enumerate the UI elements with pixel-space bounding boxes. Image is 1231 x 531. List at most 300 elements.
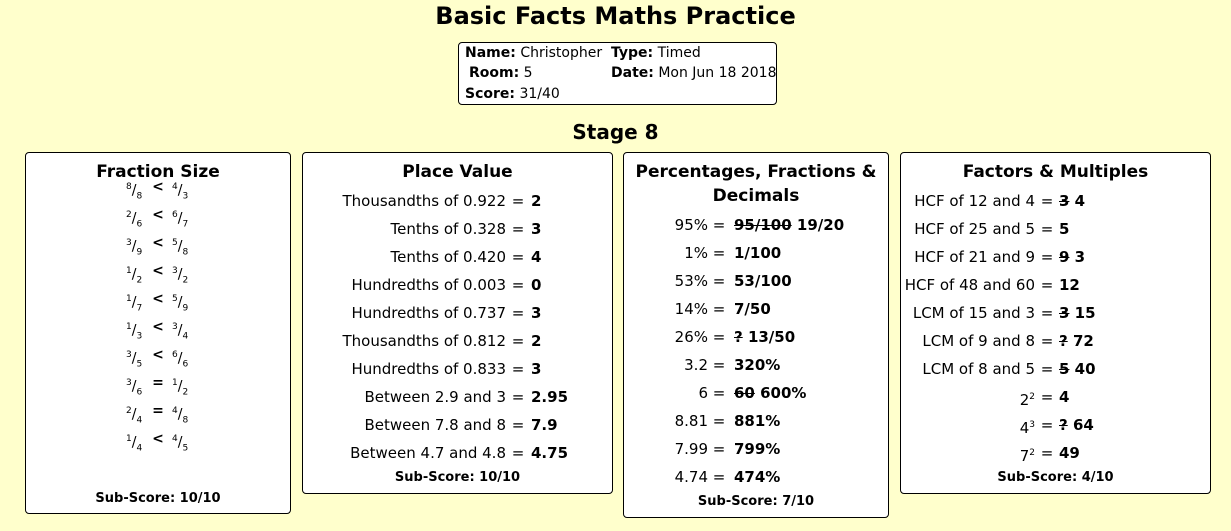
question	[675, 295, 708, 323]
answer	[531, 439, 568, 467]
answer	[1059, 355, 1096, 383]
question-text: Tenths of 0.328	[390, 220, 506, 238]
question-text: HCF of 48 and 60	[904, 276, 1035, 294]
question-row	[901, 299, 1212, 327]
denominator: 4	[136, 443, 143, 454]
wrong-answer: 95/100	[734, 216, 792, 234]
question-text: Between 7.8 and 8	[364, 416, 506, 434]
equals-sign: =	[1040, 416, 1054, 434]
comparison-symbol: <	[152, 347, 164, 363]
room-number: 5	[523, 65, 533, 81]
question-text: Between 2.9 and 3	[364, 388, 506, 406]
denominator: 7	[182, 219, 189, 230]
question	[905, 271, 1035, 299]
question-text: 8.81	[674, 412, 708, 430]
fraction-row	[26, 369, 292, 397]
correct-answer: 53/100	[734, 272, 792, 290]
denominator: 9	[182, 303, 189, 314]
answer	[734, 435, 780, 463]
fraction-row	[26, 341, 292, 369]
panel-title	[624, 160, 888, 208]
question-row	[303, 355, 614, 383]
question-row	[624, 435, 890, 463]
question-row	[624, 379, 890, 407]
answer	[734, 351, 780, 379]
denominator: 5	[182, 443, 189, 454]
answer	[531, 271, 541, 299]
comparison-symbol: <	[152, 291, 164, 307]
numerator: 1	[126, 322, 132, 332]
score-label: Score:	[465, 86, 515, 102]
answer	[1059, 411, 1094, 439]
equals-sign: =	[1040, 332, 1054, 350]
correct-answer: 474%	[734, 468, 781, 486]
answer	[531, 327, 541, 355]
question	[675, 211, 708, 239]
name-label: Name:	[465, 45, 516, 61]
fraction-slash: /	[177, 294, 183, 311]
question-text: 1%	[684, 244, 708, 262]
equals-sign: =	[1040, 276, 1054, 294]
numerator: 1	[172, 378, 178, 388]
question	[350, 439, 506, 467]
question	[342, 327, 506, 355]
fraction-row	[26, 285, 292, 313]
correct-answer: 40	[1074, 360, 1096, 378]
comparison-symbol: <	[152, 431, 164, 447]
name-row	[465, 45, 602, 61]
panel-title-line: Decimals	[712, 186, 800, 206]
fraction-slash: /	[177, 406, 183, 423]
question-row	[303, 187, 614, 215]
equals-sign: =	[1040, 388, 1054, 406]
wrong-answer: 5	[1059, 360, 1070, 378]
numerator: 1	[126, 294, 132, 304]
question-row	[901, 327, 1212, 355]
denominator: 6	[136, 387, 143, 398]
denominator: 6	[182, 359, 189, 370]
comparison-symbol: <	[152, 179, 164, 195]
question	[351, 299, 506, 327]
question-text: 4.74	[674, 468, 708, 486]
question-text: Thousandths of 0.922	[342, 192, 506, 210]
denominator: 2	[136, 275, 143, 286]
question-row	[303, 383, 614, 411]
fraction-row	[26, 425, 292, 453]
numerator: 3	[126, 238, 132, 248]
fraction-slash: /	[177, 434, 183, 451]
equals-sign: =	[712, 356, 726, 374]
answer	[734, 267, 792, 295]
question-text: 3.2	[684, 356, 708, 374]
question-row	[624, 323, 890, 351]
answer	[734, 211, 844, 239]
fraction-slash: /	[177, 182, 183, 199]
fraction-slash: /	[131, 434, 137, 451]
answer	[531, 299, 541, 327]
correct-answer: 4	[531, 248, 542, 266]
question-row	[901, 411, 1212, 439]
equals-sign: =	[1040, 444, 1054, 462]
fraction-slash: /	[177, 322, 183, 339]
question-text: HCF of 25 and 5	[914, 220, 1035, 238]
fraction-slash: /	[131, 378, 137, 395]
question-text: Hundredths of 0.003	[351, 276, 506, 294]
equals-sign: =	[511, 360, 525, 378]
question-row	[624, 267, 890, 295]
fraction-slash: /	[131, 294, 137, 311]
question	[675, 435, 708, 463]
denominator: 2	[182, 387, 189, 398]
equals-sign: =	[1040, 304, 1054, 322]
fraction-slash: /	[131, 322, 137, 339]
total-score: 31/40	[519, 86, 560, 102]
question-row	[624, 295, 890, 323]
correct-answer: 12	[1059, 276, 1080, 294]
question-text: HCF of 21 and 9	[914, 248, 1035, 266]
question-row	[901, 243, 1212, 271]
equals-sign: =	[712, 384, 726, 402]
denominator: 3	[136, 331, 143, 342]
date-label: Date:	[611, 65, 654, 81]
question-row	[303, 439, 614, 467]
question-text: Between 4.7 and 4.8	[350, 444, 506, 462]
fraction-slash: /	[177, 266, 183, 283]
question-text: 2	[1019, 391, 1030, 409]
question	[1020, 383, 1035, 414]
student-name: Christopher	[520, 45, 603, 61]
question	[342, 187, 506, 215]
question-row	[303, 411, 614, 439]
answer	[531, 383, 568, 411]
answer	[1059, 243, 1085, 271]
equals-sign: =	[1040, 248, 1054, 266]
right-fraction	[172, 425, 188, 462]
question	[922, 327, 1035, 355]
question	[922, 355, 1035, 383]
question	[391, 243, 507, 271]
comparison-symbol: <	[152, 207, 164, 223]
numerator: 4	[172, 434, 178, 444]
wrong-answer: ?	[1059, 332, 1068, 350]
numerator: 4	[172, 182, 178, 192]
denominator: 4	[182, 331, 189, 342]
question-text: 7	[1019, 447, 1030, 465]
numerator: 3	[126, 350, 132, 360]
wrong-answer: 3	[1059, 192, 1070, 210]
answer	[531, 187, 541, 215]
page-title: Basic Facts Maths Practice	[435, 2, 796, 30]
sub-score: Sub-Score: 10/10	[95, 491, 221, 506]
equals-sign: =	[511, 444, 525, 462]
question-row	[624, 351, 890, 379]
correct-answer: 3	[531, 220, 542, 238]
answer	[531, 215, 541, 243]
equals-sign: =	[712, 216, 726, 234]
comparison-symbol: =	[152, 403, 164, 419]
comparison-symbol: <	[152, 263, 164, 279]
equals-sign: =	[511, 192, 525, 210]
fraction-slash: /	[131, 266, 137, 283]
question-row	[624, 407, 890, 435]
answer	[734, 379, 806, 407]
answer	[1059, 383, 1069, 411]
comparison-symbol: =	[152, 375, 164, 391]
fraction-row	[26, 397, 292, 425]
fraction-row	[26, 229, 292, 257]
fraction-slash: /	[131, 406, 137, 423]
numerator: 3	[172, 266, 178, 276]
score-row	[465, 86, 560, 102]
question-text: 53%	[674, 272, 708, 290]
equals-sign: =	[712, 328, 726, 346]
question-row	[901, 271, 1212, 299]
equals-sign: =	[712, 272, 726, 290]
correct-answer: 7.9	[531, 416, 558, 434]
question	[914, 243, 1035, 271]
question-text: Tenths of 0.420	[390, 248, 506, 266]
question-text: Hundredths of 0.833	[351, 360, 506, 378]
question	[914, 187, 1035, 215]
comparison-symbol: <	[152, 319, 164, 335]
question	[684, 351, 708, 379]
question	[675, 407, 708, 435]
sub-score: Sub-Score: 7/10	[697, 494, 815, 509]
test-date: Mon Jun 18 2018	[658, 65, 777, 81]
numerator: 2	[126, 210, 132, 220]
percentages-panel	[623, 152, 889, 518]
equals-sign: =	[1040, 360, 1054, 378]
fraction-slash: /	[131, 238, 137, 255]
panel-title: Place Value	[402, 162, 513, 182]
question	[914, 215, 1035, 243]
question-row	[303, 215, 614, 243]
denominator: 3	[182, 191, 189, 202]
question-text: 14%	[674, 300, 708, 318]
question-text: Thousandths of 0.812	[342, 332, 506, 350]
wrong-answer: 3	[1059, 304, 1070, 322]
question-text: 7.99	[674, 440, 708, 458]
question-text: LCM of 15 and 3	[912, 304, 1035, 322]
sub-score: Sub-Score: 10/10	[394, 470, 521, 485]
denominator: 5	[136, 359, 143, 370]
correct-answer: 49	[1059, 444, 1080, 462]
answer	[734, 323, 795, 351]
denominator: 7	[136, 303, 143, 314]
correct-answer: 7/50	[734, 300, 771, 318]
answer	[734, 295, 771, 323]
factors-multiples-panel	[900, 152, 1211, 494]
correct-answer: 13/50	[747, 328, 796, 346]
correct-answer: 3	[1074, 248, 1086, 266]
equals-sign: =	[511, 304, 525, 322]
numerator: 3	[172, 322, 178, 332]
fraction-slash: /	[131, 182, 137, 199]
correct-answer: 320%	[734, 356, 781, 374]
fraction-row	[26, 313, 292, 341]
fraction-row	[26, 257, 292, 285]
question-row	[303, 243, 614, 271]
question	[675, 323, 708, 351]
panel-title: Fraction Size	[96, 162, 220, 182]
question-text: LCM of 8 and 5	[922, 360, 1035, 378]
equals-sign: =	[511, 388, 525, 406]
panel-title: Factors & Multiples	[962, 162, 1149, 182]
correct-answer: 4.75	[531, 444, 569, 462]
equals-sign: =	[712, 468, 726, 486]
question	[675, 267, 708, 295]
denominator: 8	[182, 415, 189, 426]
correct-answer: 64	[1072, 416, 1094, 434]
fraction-slash: /	[131, 210, 137, 227]
answer	[734, 407, 780, 435]
fraction-slash: /	[177, 350, 183, 367]
left-fraction	[126, 425, 142, 462]
date-row	[611, 65, 777, 81]
equals-sign: =	[1040, 220, 1054, 238]
numerator: 5	[172, 238, 178, 248]
test-type: Timed	[657, 45, 701, 61]
exponent: 3	[1029, 420, 1035, 430]
room-row	[469, 65, 533, 81]
numerator: 4	[172, 406, 178, 416]
equals-sign: =	[511, 276, 525, 294]
equals-sign: =	[712, 412, 726, 430]
equals-sign: =	[1040, 192, 1054, 210]
question	[364, 383, 506, 411]
equals-sign: =	[511, 332, 525, 350]
wrong-answer: ?	[1059, 416, 1068, 434]
exponent: 2	[1029, 448, 1035, 458]
question	[913, 299, 1035, 327]
answer	[531, 243, 541, 271]
question	[351, 271, 506, 299]
fraction-slash: /	[177, 238, 183, 255]
correct-answer: 1/100	[734, 244, 782, 262]
correct-answer: 600%	[760, 384, 807, 402]
answer	[531, 411, 558, 439]
equals-sign: =	[712, 440, 726, 458]
correct-answer: 799%	[734, 440, 781, 458]
question-text: LCM of 9 and 8	[922, 332, 1035, 350]
equals-sign: =	[712, 300, 726, 318]
fraction-row	[26, 173, 292, 201]
question-text: 4	[1019, 419, 1030, 437]
correct-answer: 19/20	[796, 216, 845, 234]
denominator: 9	[136, 247, 143, 258]
correct-answer: 3	[531, 360, 542, 378]
answer	[1059, 327, 1094, 355]
denominator: 2	[182, 275, 189, 286]
question-row	[624, 463, 890, 491]
equals-sign: =	[511, 416, 525, 434]
question-row	[624, 211, 890, 239]
fraction-slash: /	[131, 350, 137, 367]
exponent: 2	[1029, 392, 1035, 402]
question	[684, 239, 708, 267]
panel-title-line: Percentages, Fractions &	[635, 162, 877, 182]
question-row	[303, 299, 614, 327]
question-row	[303, 327, 614, 355]
denominator: 6	[136, 219, 143, 230]
question-text: HCF of 12 and 4	[914, 192, 1035, 210]
numerator: 5	[172, 294, 178, 304]
question-text: 26%	[674, 328, 708, 346]
answer	[734, 463, 780, 491]
type-row	[611, 45, 701, 61]
numerator: 2	[126, 406, 132, 416]
numerator: 6	[172, 210, 178, 220]
wrong-answer: 9	[1059, 248, 1070, 266]
fraction-row	[26, 201, 292, 229]
question-row	[303, 271, 614, 299]
fraction-slash: /	[177, 378, 183, 395]
wrong-answer: 60	[734, 384, 755, 402]
denominator: 8	[136, 191, 143, 202]
answer	[1059, 299, 1096, 327]
question-text: 95%	[674, 216, 708, 234]
correct-answer: 0	[531, 276, 542, 294]
answer	[734, 239, 781, 267]
comparison-symbol: <	[152, 235, 164, 251]
correct-answer: 2	[531, 192, 542, 210]
question-row	[901, 355, 1212, 383]
type-label: Type:	[611, 45, 654, 61]
answer	[1059, 439, 1080, 467]
question-row	[624, 239, 890, 267]
answer	[1059, 215, 1069, 243]
correct-answer: 2	[531, 332, 542, 350]
stage-heading: Stage 8	[572, 120, 659, 144]
correct-answer: 72	[1072, 332, 1094, 350]
question-row	[901, 215, 1212, 243]
correct-answer: 3	[531, 304, 542, 322]
denominator: 8	[182, 247, 189, 258]
denominator: 4	[136, 415, 143, 426]
question-row	[901, 383, 1212, 411]
numerator: 1	[126, 266, 132, 276]
question-row	[901, 439, 1212, 467]
wrong-answer: ?	[734, 328, 743, 346]
fraction-size-panel	[25, 152, 291, 514]
numerator: 6	[172, 350, 178, 360]
place-value-panel	[302, 152, 613, 494]
question-text: Hundredths of 0.737	[351, 304, 506, 322]
correct-answer: 5	[1059, 220, 1070, 238]
correct-answer: 2.95	[531, 388, 569, 406]
question	[391, 215, 507, 243]
answer	[1059, 271, 1080, 299]
question-row	[901, 187, 1212, 215]
correct-answer: 4	[1059, 388, 1070, 406]
sub-score: Sub-Score: 4/10	[997, 470, 1114, 485]
numerator: 8	[126, 182, 132, 192]
numerator: 1	[126, 434, 132, 444]
question	[675, 463, 708, 491]
question	[364, 411, 506, 439]
correct-answer: 4	[1074, 192, 1086, 210]
question	[351, 355, 506, 383]
student-info-box	[458, 42, 777, 105]
question-text: 6	[698, 384, 708, 402]
question	[1020, 411, 1035, 442]
equals-sign: =	[511, 220, 525, 238]
answer	[531, 355, 541, 383]
answer	[1059, 187, 1085, 215]
room-label: Room:	[469, 65, 520, 81]
correct-answer: 881%	[734, 412, 781, 430]
fraction-slash: /	[177, 210, 183, 227]
